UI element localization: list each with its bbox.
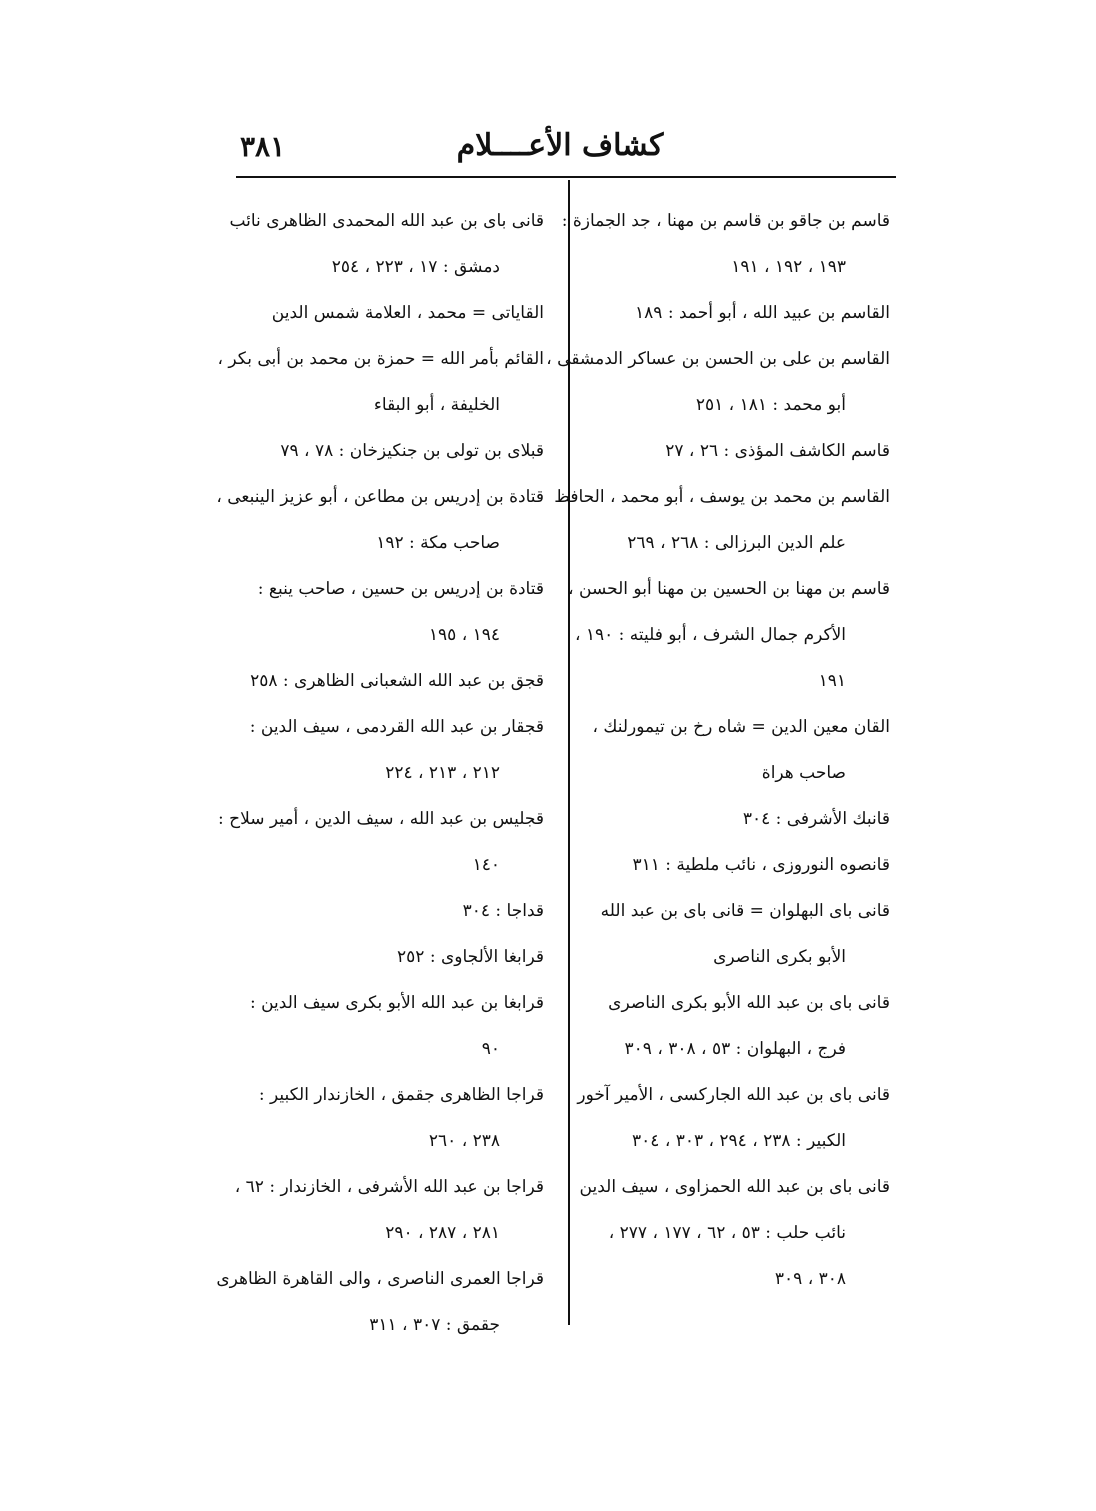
entry-heading-line: قجقار بن عبد الله القردمى ، سيف الدين :: [249, 717, 544, 737]
page-title: كشاف الأعــــلام: [456, 128, 664, 163]
entry-heading-line: قداجا : ٣٠٤: [462, 901, 544, 921]
page-number: ٣٨١: [240, 130, 286, 163]
index-entry: [592, 854, 890, 876]
entry-heading-line: قرابغا بن عبد الله الأبو بكرى سيف الدين :: [249, 993, 544, 1013]
index-entry: [592, 716, 890, 784]
entry-heading-line: قراجا العمرى الناصرى ، والى القاهرة الظاهرى: [216, 1269, 544, 1289]
entry-continuation-line: ١٤٠: [472, 855, 500, 875]
entry-heading-line: القان معين الدين = شاه رخ بن تيمورلنك ،: [592, 717, 890, 737]
entry-heading-line: قبلاى بن تولى بن جنكيزخان : ٧٨ ، ٧٩: [280, 441, 544, 461]
entry-continuation-line: ٢٣٨ ، ٢٦٠: [428, 1131, 500, 1151]
index-entry: [577, 1084, 890, 1152]
index-entry: [234, 1176, 544, 1244]
index-entry: [592, 900, 890, 968]
entry-continuation-line: ١٩١: [818, 671, 846, 691]
entry-heading-line: القاياتى = محمد ، العلامة شمس الدين: [271, 303, 544, 323]
index-entry: [244, 578, 544, 646]
header-rule: [236, 176, 896, 178]
entry-heading-line: القاسم بن عبيد الله ، أبو أحمد : ١٨٩: [635, 303, 890, 323]
index-entry: [592, 302, 890, 324]
index-entry: [216, 486, 544, 554]
index-entry: [244, 900, 544, 922]
right-column: [546, 210, 890, 1314]
index-entry: [592, 808, 890, 830]
left-column: [216, 210, 544, 1360]
entry-heading-line: قانى باى البهلوان = قانى باى بن عبد الله: [600, 901, 890, 921]
entry-continuation-line: ٢٨١ ، ٢٨٧ ، ٢٩٠: [385, 1223, 500, 1243]
entry-continuation-line: أبو محمد : ١٨١ ، ٢٥١: [695, 395, 846, 415]
index-entry: [217, 348, 544, 416]
entry-continuation-line: فرج ، البهلوان : ٥٣ ، ٣٠٨ ، ٣٠٩: [624, 1039, 846, 1059]
entry-continuation-line: جقمق : ٣٠٧ ، ٣١١: [369, 1315, 500, 1335]
entry-heading-line: قانبك الأشرفى : ٣٠٤: [742, 809, 890, 829]
entry-continuation-line: ٣٠٨ ، ٣٠٩: [774, 1269, 846, 1289]
index-entry: [244, 670, 544, 692]
entry-heading-line: قاسم بن جاقو بن قاسم بن مهنا ، جد الجمازة :: [561, 211, 890, 231]
entry-continuation-line: الأبو بكرى الناصرى: [713, 947, 846, 967]
entry-heading-line: قاسم الكاشف المؤذى : ٢٦ ، ٢٧: [665, 441, 890, 461]
index-entry: [216, 1268, 544, 1336]
entry-continuation-line: نائب حلب : ٥٣ ، ٦٢ ، ١٧٧ ، ٢٧٧ ،: [608, 1223, 846, 1243]
entry-heading-line: قرابغا الألجاوى : ٢٥٢: [397, 947, 544, 967]
entry-heading-line: قانى باى بن عبد الله الأبو بكرى الناصرى: [608, 993, 890, 1013]
entry-heading-line: قراجا الظاهرى جقمق ، الخازندار الكبير :: [258, 1085, 544, 1105]
entry-continuation-line: دمشق : ١٧ ، ٢٢٣ ، ٢٥٤: [331, 257, 500, 277]
entry-heading-line: قتادة بن إدريس بن حسين ، صاحب ينبع :: [257, 579, 544, 599]
entry-heading-line: قراجا بن عبد الله الأشرفى ، الخازندار : ٦٢ ،: [234, 1177, 544, 1197]
entry-heading-line: قانى باى بن عبد الله الجاركسى ، الأمير آخور: [577, 1085, 890, 1105]
index-entry: [561, 210, 890, 278]
entry-continuation-line: الخليفة ، أبو البقاء: [373, 395, 500, 415]
entry-heading-line: قانصوه النوروزى ، نائب ملطية : ٣١١: [632, 855, 890, 875]
entry-heading-line: قجق بن عبد الله الشعبانى الظاهرى : ٢٥٨: [250, 671, 544, 691]
entry-heading-line: قانى باى بن عبد الله المحمدى الظاهرى نائب: [229, 211, 544, 231]
index-entry: [554, 486, 890, 554]
index-entry: [229, 210, 544, 278]
entry-continuation-line: الكبير : ٢٣٨ ، ٢٩٤ ، ٣٠٣ ، ٣٠٤: [632, 1131, 846, 1151]
entry-heading-line: قانى باى بن عبد الله الحمزاوى ، سيف الدين: [579, 1177, 890, 1197]
entry-continuation-line: الأكرم جمال الشرف ، أبو فليته : ١٩٠ ،: [574, 625, 846, 645]
index-entry: [546, 348, 890, 416]
index-entry: [592, 440, 890, 462]
entry-heading-line: القائم بأمر الله = حمزة بن محمد بن أبى بكر ،: [217, 349, 544, 369]
entry-continuation-line: صاحب مكة : ١٩٢: [376, 533, 500, 553]
entry-heading-line: قجليس بن عبد الله ، سيف الدين ، أمير سلاح :: [218, 809, 544, 829]
entry-continuation-line: ٩٠: [481, 1039, 500, 1059]
index-entry: [244, 440, 544, 462]
index-entry: [244, 302, 544, 324]
index-entry: [244, 992, 544, 1060]
entry-heading-line: قتادة بن إدريس بن مطاعن ، أبو عزيز الينبعى ،: [216, 487, 544, 507]
index-entry: [568, 578, 890, 692]
entry-continuation-line: ١٩٤ ، ١٩٥: [428, 625, 500, 645]
index-entry: [579, 1176, 890, 1290]
entry-continuation-line: صاحب هراة: [761, 763, 846, 783]
entry-heading-line: القاسم بن محمد بن يوسف ، أبو محمد ، الحافظ: [554, 487, 890, 507]
index-entry: [218, 808, 544, 876]
index-entry: [244, 1084, 544, 1152]
index-entry: [244, 716, 544, 784]
index-entry: [244, 946, 544, 968]
entry-continuation-line: ١٩٣ ، ١٩٢ ، ١٩١: [731, 257, 846, 277]
entry-heading-line: القاسم بن على بن الحسن بن عساكر الدمشقى ،: [546, 349, 890, 369]
entry-heading-line: قاسم بن مهنا بن الحسين بن مهنا أبو الحسن ،: [568, 579, 890, 599]
entry-continuation-line: ٢١٢ ، ٢١٣ ، ٢٢٤: [385, 763, 500, 783]
index-entry: [592, 992, 890, 1060]
entry-continuation-line: علم الدين البرزالى : ٢٦٨ ، ٢٦٩: [627, 533, 846, 553]
